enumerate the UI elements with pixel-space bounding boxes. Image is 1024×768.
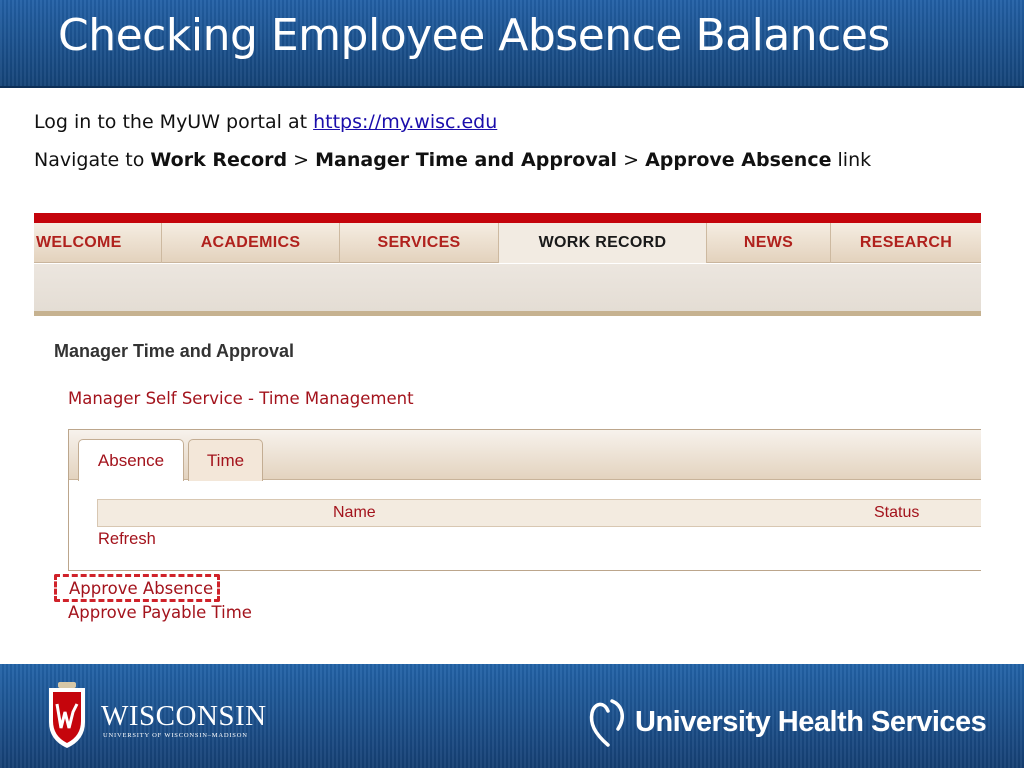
time-management-panel xyxy=(68,429,981,571)
separator: > xyxy=(287,149,316,171)
nav-services[interactable]: SERVICES xyxy=(340,223,499,263)
refresh-link[interactable]: Refresh xyxy=(98,530,156,548)
instruction-navigate xyxy=(34,149,871,171)
footer-banner xyxy=(0,664,1024,768)
instruction-login-text: Log in to the MyUW portal at xyxy=(34,111,314,133)
wisconsin-wordmark: WISCONSIN xyxy=(101,700,267,732)
nav-work-record[interactable]: WORK RECORD xyxy=(499,223,707,263)
uhs-heart-icon xyxy=(588,695,628,751)
separator: > xyxy=(617,149,646,171)
table-header xyxy=(97,499,981,527)
section-heading: Manager Time and Approval xyxy=(54,341,295,361)
title-banner xyxy=(0,0,1024,88)
column-name[interactable]: Name xyxy=(333,504,376,521)
approve-payable-time-link[interactable]: Approve Payable Time xyxy=(68,603,252,622)
approve-absence-label: Approve Absence xyxy=(69,578,214,598)
tab-absence[interactable]: Absence xyxy=(78,439,184,481)
portal-top-strip xyxy=(34,213,981,223)
approve-absence-link[interactable] xyxy=(54,574,220,602)
myuw-portal-link[interactable]: https://my.wisc.edu xyxy=(313,111,498,133)
wisconsin-subtitle: UNIVERSITY OF WISCONSIN–MADISON xyxy=(103,732,248,739)
uhs-wordmark: University Health Services xyxy=(635,706,987,738)
mss-title: Manager Self Service - Time Management xyxy=(68,389,414,408)
divider xyxy=(34,311,981,316)
nav-academics[interactable]: ACADEMICS xyxy=(162,223,340,263)
instruction-login xyxy=(34,111,497,133)
nav-news[interactable]: NEWS xyxy=(707,223,831,263)
instruction-navigate-text: Navigate to xyxy=(34,149,151,171)
approve-absence-step: Approve Absence xyxy=(645,149,832,171)
portal-sub-band xyxy=(34,264,981,311)
portal-nav-bar xyxy=(34,223,981,263)
tab-time[interactable]: Time xyxy=(188,439,263,481)
nav-research[interactable]: RESEARCH xyxy=(859,234,953,251)
work-record-step: Work Record xyxy=(150,149,288,171)
instruction-suffix: link xyxy=(831,149,872,171)
slide-title: Checking Employee Absence Balances xyxy=(58,10,890,61)
portal-screenshot xyxy=(34,213,981,678)
nav-welcome[interactable]: WELCOME xyxy=(34,223,162,263)
manager-time-step: Manager Time and Approval xyxy=(315,149,618,171)
column-status[interactable]: Status xyxy=(874,504,920,521)
wisconsin-crest-icon xyxy=(44,680,90,750)
